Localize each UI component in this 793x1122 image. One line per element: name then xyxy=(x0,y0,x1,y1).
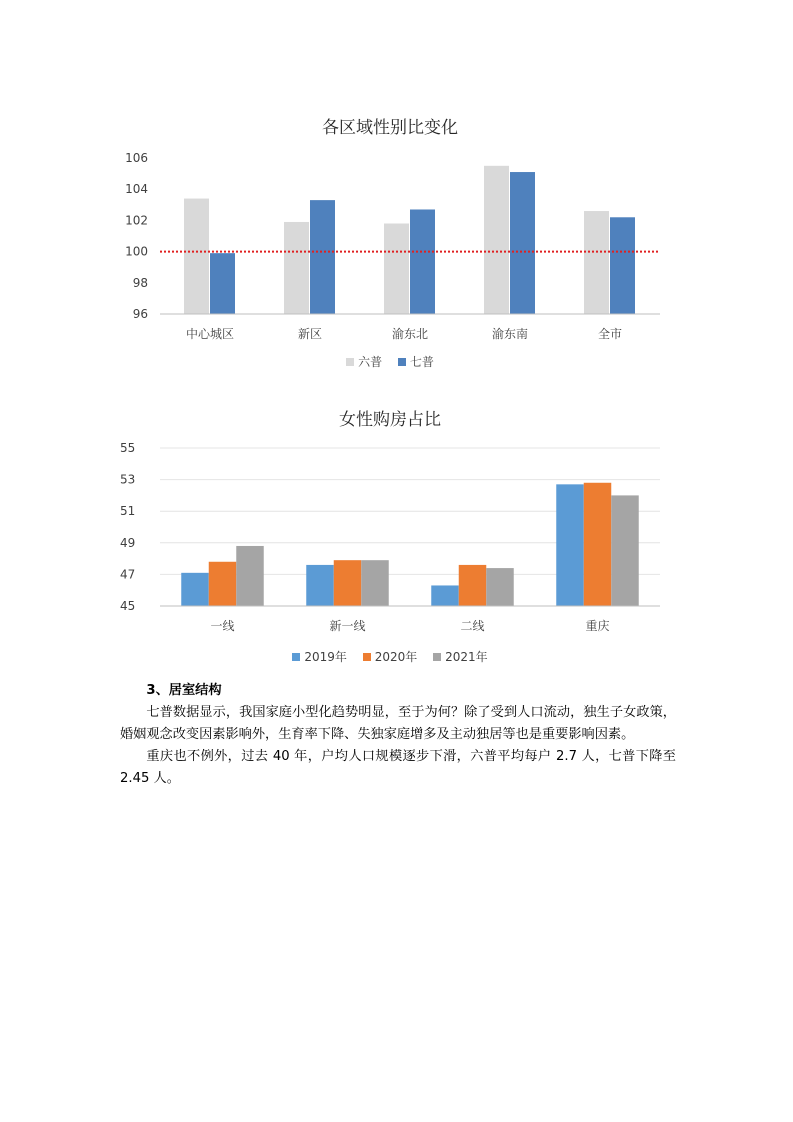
legend-label: 2021年 xyxy=(445,650,488,664)
bar-2020年-一线 xyxy=(209,562,237,606)
bar-七普-新区 xyxy=(310,200,335,314)
bar-七普-全市 xyxy=(610,217,635,314)
legend-item xyxy=(346,353,382,370)
legend-swatch-icon xyxy=(363,653,371,661)
x-category-label: 新一线 xyxy=(329,619,366,633)
female-home-purchase-plot xyxy=(110,395,670,643)
x-category-label: 全市 xyxy=(597,327,623,341)
bar-2021年-一线 xyxy=(236,546,264,606)
paragraph: 七普数据显示，我国家庭小型化趋势明显，至于为何？除了受到人口流动，独生子女政策，婚姻观念改变因素影响外，生育率下降、失独家庭增多及主动独居等也是重要影响因素。 xyxy=(120,705,676,742)
paragraph: 重庆也不例外，过去 40 年，户均人口规模逐步下滑，六普平均每户 2.7 人，七普下降至 2.45 人。 xyxy=(120,749,676,786)
bar-2019年-新一线 xyxy=(306,565,334,606)
legend-swatch-icon xyxy=(346,358,354,366)
y-tick-label: 106 xyxy=(125,151,148,165)
bar-六普-渝东南 xyxy=(484,166,509,314)
x-category-label: 渝东南 xyxy=(491,327,529,341)
y-tick-label: 51 xyxy=(120,504,136,519)
bar-六普-渝东北 xyxy=(384,224,409,314)
bar-2019年-重庆 xyxy=(556,484,584,606)
bar-2021年-二线 xyxy=(486,568,514,606)
legend-swatch-icon xyxy=(292,653,300,661)
bar-七普-渝东南 xyxy=(510,172,535,314)
legend-label: 2020年 xyxy=(374,650,418,664)
legend-label: 2019年 xyxy=(304,650,347,664)
y-tick-label: 104 xyxy=(125,182,148,197)
sex-ratio-chart xyxy=(110,105,670,385)
legend-item xyxy=(433,648,488,665)
y-tick-label: 102 xyxy=(125,213,148,228)
y-tick-label: 100 xyxy=(125,244,148,259)
x-category-label: 中心城区 xyxy=(185,327,235,341)
x-category-label: 二线 xyxy=(460,619,485,633)
y-tick-label: 98 xyxy=(132,275,148,290)
legend-label: 六普 xyxy=(358,355,383,369)
bar-2021年-重庆 xyxy=(611,495,639,606)
bar-六普-新区 xyxy=(284,222,309,314)
y-tick-label: 49 xyxy=(120,535,136,550)
bar-六普-中心城区 xyxy=(184,199,209,314)
y-tick-label: 53 xyxy=(120,472,136,487)
section-heading: 3、居室结构 xyxy=(146,683,222,698)
y-tick-label: 96 xyxy=(132,307,148,321)
legend-swatch-icon xyxy=(433,653,441,661)
legend-item xyxy=(363,648,418,665)
legend-item xyxy=(398,353,434,370)
bar-七普-渝东北 xyxy=(410,209,435,314)
female-home-purchase-chart xyxy=(110,395,670,670)
chart-legend xyxy=(110,353,670,370)
chart-legend xyxy=(110,648,670,665)
bar-2019年-一线 xyxy=(181,573,209,606)
y-tick-label: 55 xyxy=(120,441,136,455)
x-category-label: 重庆 xyxy=(585,619,610,633)
bar-2021年-新一线 xyxy=(361,560,389,606)
bar-2020年-二线 xyxy=(459,565,487,606)
x-category-label: 新区 xyxy=(297,327,323,341)
legend-label: 七普 xyxy=(409,355,434,369)
sex-ratio-plot xyxy=(110,105,670,350)
legend-swatch-icon xyxy=(398,358,406,366)
bar-2019年-二线 xyxy=(431,585,459,606)
chart-title: 各区域性别比变化 xyxy=(322,118,458,138)
bar-2020年-新一线 xyxy=(334,560,362,606)
x-category-label: 渝东北 xyxy=(391,327,429,341)
bar-2020年-重庆 xyxy=(584,483,612,606)
y-tick-label: 47 xyxy=(120,567,136,582)
legend-item xyxy=(292,648,347,665)
x-category-label: 一线 xyxy=(210,619,235,633)
bar-七普-中心城区 xyxy=(210,253,235,314)
bar-六普-全市 xyxy=(584,211,609,314)
chart-title: 女性购房占比 xyxy=(339,410,441,430)
body-text xyxy=(120,680,676,790)
y-tick-label: 45 xyxy=(120,599,136,613)
